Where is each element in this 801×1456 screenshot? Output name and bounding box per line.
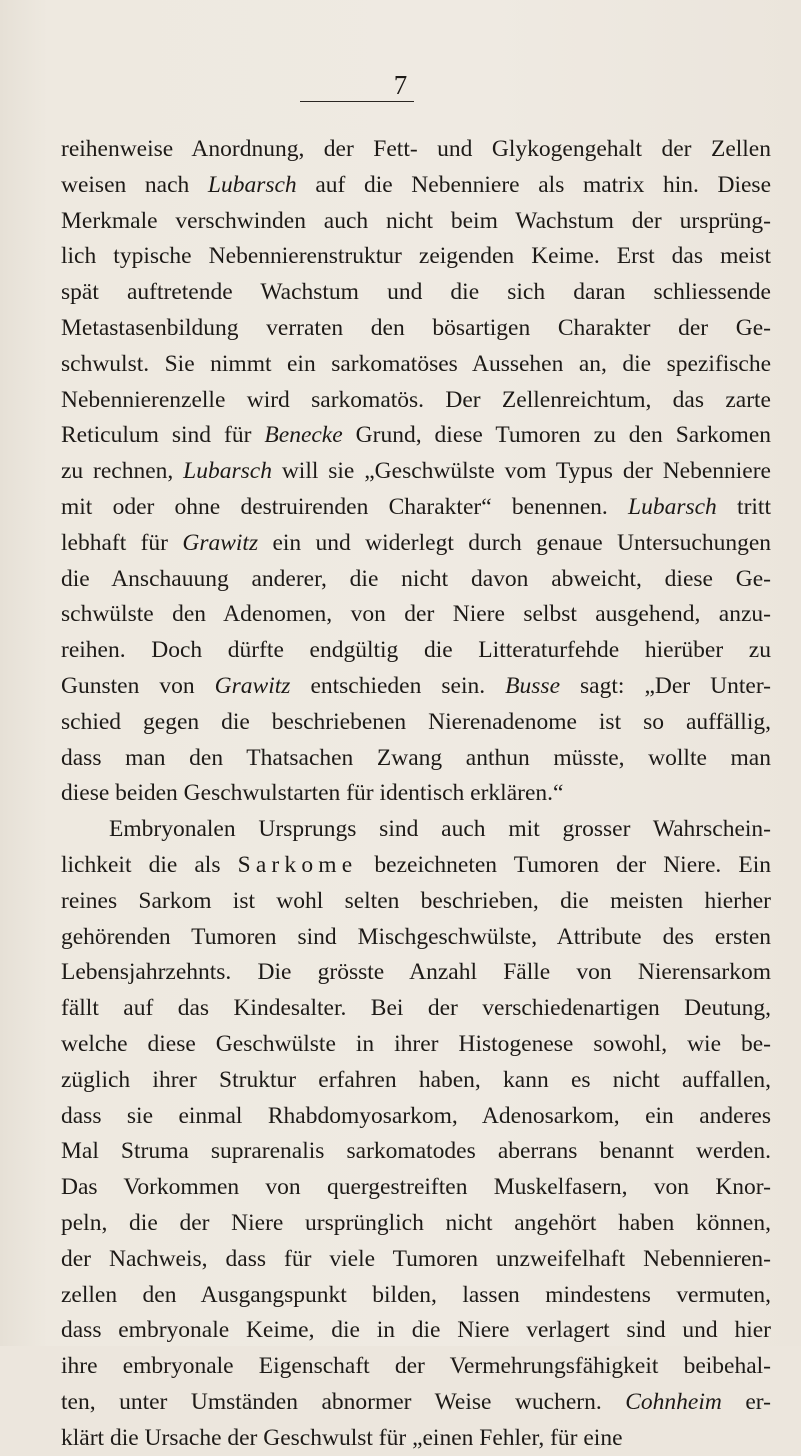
text-run: züglich ihrer Struktur erfahren haben, kann es nicht auffallen, [61, 1066, 771, 1093]
text-line [61, 347, 771, 383]
page-number: 7 [393, 70, 408, 100]
text-run: gehörenden Tumoren sind Mischgeschwülste, Attribute des ersten [61, 923, 771, 950]
text-line [61, 239, 771, 275]
text-run: welche diese Geschwülste in ihrer Histogenese sowohl, wie be- [61, 1030, 771, 1057]
text-run: diese beiden Geschwulstarten für identisch erklären.“ [61, 780, 564, 807]
cited-author: Lubarsch [183, 458, 272, 485]
text-run: Embryonalen Ursprungs sind auch mit grosser Wahrschein- [109, 816, 771, 843]
text-line [61, 1063, 771, 1099]
text-run: tritt [716, 493, 771, 520]
text-line [61, 1278, 771, 1314]
text-line [61, 526, 771, 562]
text-run: auf die Nebenniere als matrix hin. Diese [296, 171, 771, 198]
cited-author: Busse [505, 672, 560, 699]
text-line [61, 418, 771, 454]
text-run: weisen nach [61, 171, 208, 198]
text-line [61, 275, 771, 311]
text-line [61, 168, 771, 204]
text-run: Lebensjahrzehnts. Die grösste Anzahl Fälle von Nierensarkom [61, 959, 771, 986]
text-run: dass sie einmal Rhabdomyosarkom, Adenosarkom, ein anderes [61, 1102, 771, 1129]
text-line [61, 1349, 771, 1385]
text-line [61, 955, 771, 991]
header-rule [300, 101, 414, 102]
text-run: Merkmale verschwinden auch nicht beim Wachstum der ursprüng- [61, 207, 771, 234]
text-line [61, 1206, 771, 1242]
text-run: lebhaft für [61, 529, 183, 556]
text-line [61, 311, 771, 347]
cited-author: Benecke [264, 422, 343, 449]
text-run: fällt auf das Kindesalter. Bei der verschiedenartigen Deutung, [61, 995, 771, 1022]
text-run: peln, die der Niere ursprünglich nicht angehört haben können, [61, 1209, 771, 1236]
text-run: will sie „Geschwülste vom Typus der Nebenniere [271, 458, 771, 485]
text-run: schied gegen die beschriebenen Nierenadenome ist so auffällig, [61, 708, 771, 735]
text-line [61, 633, 771, 669]
text-line [61, 812, 771, 848]
cited-author: Lubarsch [207, 171, 297, 198]
text-run: ten, unter Umständen abnormer Weise wuchern. [61, 1388, 626, 1415]
text-line [61, 1170, 771, 1206]
cited-author: Grawitz [182, 529, 259, 556]
text-run: mit oder ohne destruirenden Charakter“ benennen. [61, 493, 629, 520]
text-line [61, 383, 771, 419]
text-run: schwülste den Adenomen, von der Niere selbst ausgehend, anzu- [61, 601, 771, 628]
text-line [61, 848, 771, 884]
text-run: dass man den Thatsachen Zwang anthun müsste, wollte man [61, 744, 771, 771]
text-run: die Anschauung anderer, die nicht davon abweicht, diese Ge- [61, 565, 771, 592]
text-line [61, 1385, 771, 1421]
text-line [61, 1027, 771, 1063]
text-line [61, 705, 771, 741]
emphasized-term: Sarkome [237, 851, 358, 878]
cited-author: Grawitz [214, 672, 291, 699]
text-line [61, 490, 771, 526]
text-run: Nebennierenzelle wird sarkomatös. Der Zellenreichtum, das zarte [61, 386, 771, 413]
text-run: reihenweise Anordnung, der Fett- und Glykogengehalt der Zellen [61, 136, 771, 162]
text-run: reihen. Doch dürfte endgültig die Litteraturfehde hierüber zu [61, 637, 771, 664]
text-run: Reticulum sind für [61, 422, 265, 449]
text-run: zellen den Ausgangspunkt bilden, lassen mindestens vermuten, [61, 1281, 771, 1308]
text-line [61, 1313, 771, 1349]
cited-author: Cohnheim [625, 1388, 722, 1415]
text-line [61, 776, 771, 812]
text-run: dass embryonale Keime, die in die Niere verlagert sind und hier [61, 1317, 771, 1344]
text-run: Grund, diese Tumoren zu den Sarkomen [342, 422, 771, 449]
text-line [61, 920, 771, 956]
text-run: er- [721, 1388, 771, 1415]
text-line [61, 1421, 771, 1456]
text-line [61, 741, 771, 777]
text-run: Gunsten von [61, 672, 215, 699]
text-line [61, 597, 771, 633]
text-run: bezeichneten Tumoren der Niere. Ein [357, 851, 772, 878]
text-run: Das Vorkommen von quergestreiften Muskelfasern, von Knor- [61, 1174, 771, 1201]
text-run: zu rechnen, [61, 458, 184, 485]
text-run: entschieden sein. [290, 672, 506, 699]
text-line [61, 669, 771, 705]
text-line [61, 1134, 771, 1170]
text-run: sagt: „Der Unter- [560, 672, 772, 699]
text-run: schwulst. Sie nimmt ein sarkomatöses Aussehen an, die spezifische [61, 350, 771, 377]
body-text [61, 132, 771, 1456]
text-run: Metastasenbildung verraten den bösartigen Charakter der Ge- [61, 314, 771, 341]
text-run: lichkeit die als [61, 851, 238, 878]
text-line [61, 204, 771, 240]
text-line [61, 132, 771, 168]
text-line [61, 991, 771, 1027]
cited-author: Lubarsch [628, 493, 717, 520]
text-run: Mal Struma suprarenalis sarkomatodes aberrans benannt werden. [61, 1138, 771, 1165]
text-line [61, 884, 771, 920]
text-run: der Nachweis, dass für viele Tumoren unzweifelhaft Nebennieren- [61, 1245, 771, 1272]
text-run: ein und widerlegt durch genaue Untersuchungen [258, 529, 771, 556]
text-line [61, 1099, 771, 1135]
text-run: klärt die Ursache der Geschwulst für „einen Fehler, für eine [61, 1424, 623, 1451]
text-run: reines Sarkom ist wohl selten beschrieben, die meisten hierher [61, 887, 771, 914]
text-line [61, 1242, 771, 1278]
text-run: lich typische Nebennierenstruktur zeigenden Keime. Erst das meist [61, 243, 771, 270]
text-run: spät auftretende Wachstum und die sich daran schliessende [61, 279, 771, 306]
text-line [61, 562, 771, 598]
text-run: ihre embryonale Eigenschaft der Vermehrungsfähigkeit beibehal- [61, 1353, 771, 1380]
text-line [61, 454, 771, 490]
